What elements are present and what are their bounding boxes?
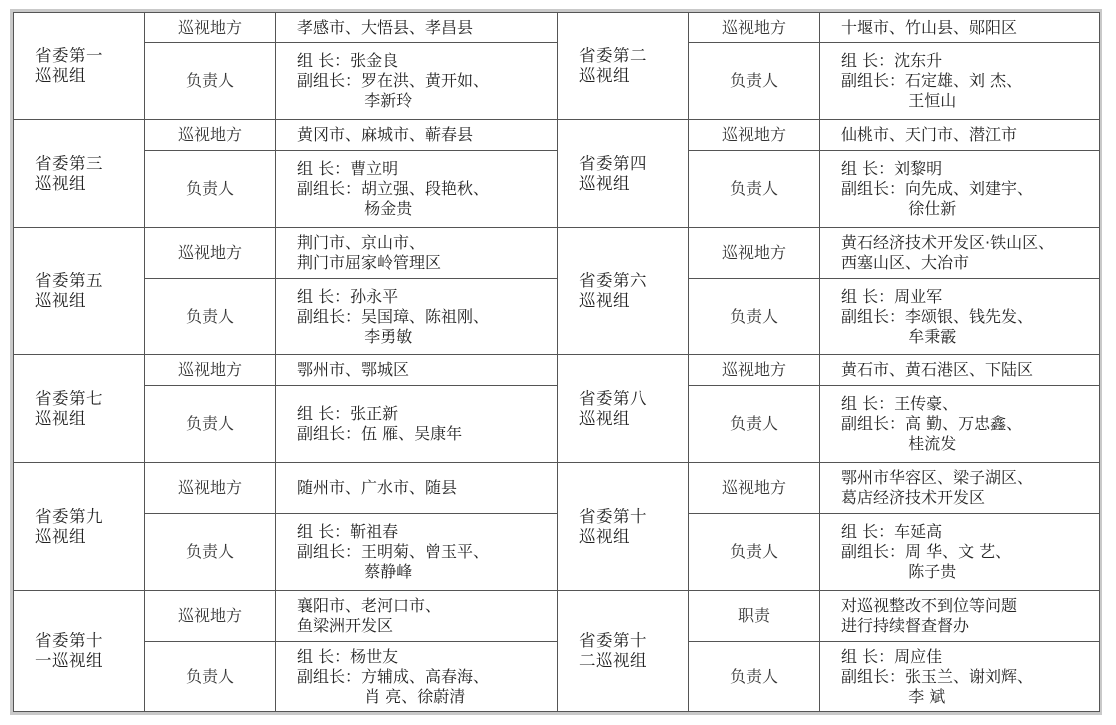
table-row — [14, 151, 1100, 228]
places-11: 襄阳市、老河口市、 鱼梁洲开发区 — [276, 591, 558, 642]
group-name-1: 省委第一 巡视组 — [14, 13, 145, 120]
leaders-8: 组 长：王传豪、 副组长：高 勤、万忠鑫、 桂流发 — [820, 386, 1100, 463]
leaders-12: 组 长：周应佳 副组长：张玉兰、谢刘辉、 李 斌 — [820, 642, 1100, 712]
group-name-12: 省委第十 二巡视组 — [558, 591, 689, 712]
leaders-11: 组 长：杨世友 副组长：方辅成、高春海、 肖 亮、徐蔚清 — [276, 642, 558, 712]
label-places: 巡视地方 — [145, 228, 276, 279]
label-places: 巡视地方 — [689, 463, 820, 514]
group-name-7: 省委第七 巡视组 — [14, 355, 145, 463]
label-person: 负责人 — [689, 43, 820, 120]
label-person: 负责人 — [689, 279, 820, 355]
label-places: 巡视地方 — [145, 355, 276, 386]
label-places: 巡视地方 — [145, 463, 276, 514]
label-person: 负责人 — [689, 642, 820, 712]
group-name-5: 省委第五 巡视组 — [14, 228, 145, 355]
table-row — [14, 355, 1100, 386]
places-5: 荆门市、京山市、 荆门市屈家岭管理区 — [276, 228, 558, 279]
group-name-11: 省委第十 一巡视组 — [14, 591, 145, 712]
label-places: 巡视地方 — [145, 591, 276, 642]
label-person: 负责人 — [689, 386, 820, 463]
places-7: 鄂州市、鄂城区 — [276, 355, 558, 386]
places-8: 黄石市、黄石港区、下陆区 — [820, 355, 1100, 386]
table-row — [14, 43, 1100, 120]
leaders-4: 组 长：刘黎明 副组长：向先成、刘建宇、 徐仕新 — [820, 151, 1100, 228]
label-places: 巡视地方 — [689, 120, 820, 151]
label-places: 巡视地方 — [145, 13, 276, 43]
places-4: 仙桃市、天门市、潜江市 — [820, 120, 1100, 151]
table-row — [14, 120, 1100, 151]
leaders-1: 组 长：张金良 副组长：罗在洪、黄开如、 李新玲 — [276, 43, 558, 120]
places-3: 黄冈市、麻城市、蕲春县 — [276, 120, 558, 151]
table-row — [14, 591, 1100, 642]
leaders-6: 组 长：周业军 副组长：李颂银、钱先发、 牟秉霰 — [820, 279, 1100, 355]
label-person: 负责人 — [145, 279, 276, 355]
group-name-9: 省委第九 巡视组 — [14, 463, 145, 591]
group-name-10: 省委第十 巡视组 — [558, 463, 689, 591]
label-places: 巡视地方 — [145, 120, 276, 151]
table-row — [14, 514, 1100, 591]
label-places: 巡视地方 — [689, 228, 820, 279]
places-1: 孝感市、大悟县、孝昌县 — [276, 13, 558, 43]
duty-12: 对巡视整改不到位等问题 进行持续督查督办 — [820, 591, 1100, 642]
inspection-teams-table — [13, 12, 1100, 712]
label-person: 负责人 — [145, 514, 276, 591]
places-9: 随州市、广水市、随县 — [276, 463, 558, 514]
label-duty: 职责 — [689, 591, 820, 642]
label-person: 负责人 — [689, 514, 820, 591]
label-person: 负责人 — [145, 43, 276, 120]
group-name-4: 省委第四 巡视组 — [558, 120, 689, 228]
leaders-5: 组 长：孙永平 副组长：吴国璋、陈祖刚、 李勇敏 — [276, 279, 558, 355]
label-person: 负责人 — [689, 151, 820, 228]
group-name-2: 省委第二 巡视组 — [558, 13, 689, 120]
table-row — [14, 386, 1100, 463]
leaders-10: 组 长：车延高 副组长：周 华、文 艺、 陈子贵 — [820, 514, 1100, 591]
leaders-2: 组 长：沈东升 副组长：石定雄、刘 杰、 王恒山 — [820, 43, 1100, 120]
table-row — [14, 463, 1100, 514]
label-places: 巡视地方 — [689, 355, 820, 386]
group-name-8: 省委第八 巡视组 — [558, 355, 689, 463]
table-row — [14, 642, 1100, 712]
group-name-3: 省委第三 巡视组 — [14, 120, 145, 228]
table-row — [14, 228, 1100, 279]
table-row — [14, 13, 1100, 43]
places-10: 鄂州市华容区、梁子湖区、 葛店经济技术开发区 — [820, 463, 1100, 514]
leaders-3: 组 长：曹立明 副组长：胡立强、段艳秋、 杨金贵 — [276, 151, 558, 228]
label-person: 负责人 — [145, 642, 276, 712]
label-person: 负责人 — [145, 151, 276, 228]
table-row — [14, 279, 1100, 355]
label-places: 巡视地方 — [689, 13, 820, 43]
places-6: 黄石经济技术开发区·铁山区、 西塞山区、大冶市 — [820, 228, 1100, 279]
places-2: 十堰市、竹山县、郧阳区 — [820, 13, 1100, 43]
leaders-7: 组 长：张正新 副组长：伍 雁、吴康年 — [276, 386, 558, 463]
leaders-9: 组 长：靳祖春 副组长：王明菊、曾玉平、 蔡静峰 — [276, 514, 558, 591]
label-person: 负责人 — [145, 386, 276, 463]
group-name-6: 省委第六 巡视组 — [558, 228, 689, 355]
